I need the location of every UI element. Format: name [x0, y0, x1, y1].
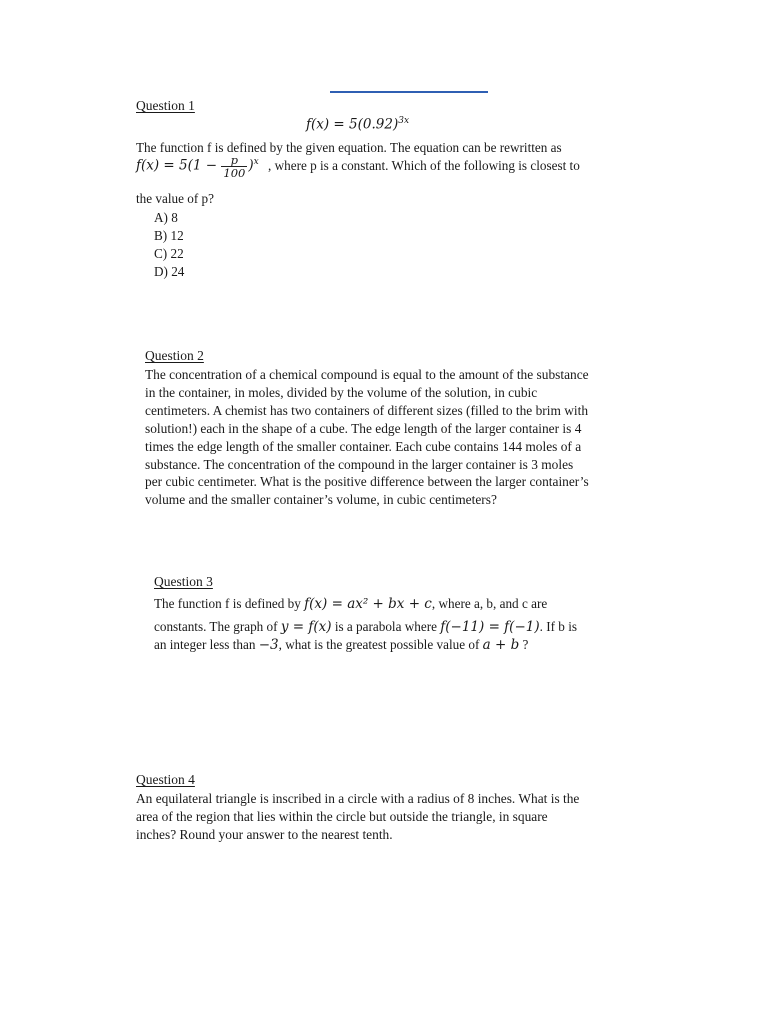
q3-l2-text: constants. The graph of — [154, 619, 278, 634]
q1-choices — [154, 209, 184, 281]
q3-graph-expression: y = f(x) — [280, 619, 332, 635]
q1-rewrite-line — [136, 154, 580, 179]
question-3-title: Question 3 — [154, 574, 213, 589]
q3-l1-text-b: , where a, b, and c are — [431, 596, 548, 611]
q3-l3-text-c: ? — [522, 637, 529, 652]
q2-line: in the container, in moles, divided by the volume of the solution, in cubic — [145, 384, 538, 400]
q3-bound-expression: −3 — [258, 637, 279, 653]
q4-line: inches? Round your answer to the nearest tenth. — [136, 826, 393, 842]
q1-choice-a: A) 8 — [154, 210, 178, 225]
q3-sum-expression: a + b — [482, 637, 520, 653]
q2-line: times the edge length of the smaller container. Each cube contains 144 moles of a — [145, 438, 582, 454]
q3-l1-text: The function f is defined by — [154, 596, 301, 611]
q3-l2-text-b: is a parabola where — [334, 619, 437, 634]
q1-text-a: The function f is defined by the given equation. The equation can be rewritten as — [136, 140, 562, 155]
q1-rewrite-close: ) — [248, 157, 254, 174]
q1-choice-d: D) 24 — [154, 264, 185, 279]
q3-line-3 — [154, 637, 528, 653]
q3-l3-text-b: , what is the greatest possible value of — [278, 637, 480, 652]
q3-l3-text: an integer less than — [154, 637, 256, 652]
q2-line: volume and the smaller container’s volume, in cubic centimeters? — [145, 492, 497, 508]
q1-choice-b: B) 12 — [154, 228, 184, 243]
q3-line-1 — [154, 596, 547, 612]
question-4-title: Question 4 — [136, 772, 195, 787]
q1-text-b: , where p is a constant. Which of the following is closest to — [268, 157, 580, 173]
q3-function-expression: f(x) = ax² + bx + c — [304, 596, 432, 612]
q4-line: area of the region that lies within the circle but outside the triangle, in square — [136, 808, 548, 824]
q4-line: An equilateral triangle is inscribed in a circle with a radius of 8 inches. What is the — [136, 791, 580, 806]
question-2-title: Question 2 — [145, 348, 204, 363]
q2-line: substance. The concentration of the compound in the larger container is 3 moles — [145, 456, 574, 472]
header-rule — [330, 91, 488, 93]
q2-line: centimeters. A chemist has two containers of different sizes (filled to the brim with — [145, 402, 589, 418]
q1-equation-base: f(x) = 5(0.92) — [306, 116, 399, 133]
q1-rewrite-exponent: x — [253, 157, 259, 168]
q2-body — [145, 366, 605, 509]
q1-rewrite-lhs: f(x) = 5(1 − — [136, 157, 218, 174]
q1-fraction-denominator: 100 — [223, 166, 246, 180]
q1-choice-c: C) 22 — [154, 246, 184, 261]
q2-line: per cubic centimeter. What is the positive difference between the larger container’s — [145, 474, 589, 490]
q1-equation-exponent: 3x — [398, 116, 410, 126]
question-1-title: Question 1 — [136, 98, 195, 113]
q3-line-2 — [154, 619, 577, 635]
q1-fraction-numerator: p — [221, 154, 247, 167]
q1-equation — [306, 116, 409, 133]
q3-symmetry-expression: f(−11) = f(−1) — [440, 619, 540, 635]
q1-fraction — [221, 154, 247, 179]
q1-text-c: the value of p? — [136, 191, 214, 206]
q4-body — [136, 790, 606, 844]
q3-l2-text-c: . If b is — [539, 619, 577, 634]
q2-line: The concentration of a chemical compound is equal to the amount of the substance — [145, 367, 589, 382]
q2-line: solution!) each in the shape of a cube. The edge length of the larger container is 4 — [145, 420, 582, 436]
